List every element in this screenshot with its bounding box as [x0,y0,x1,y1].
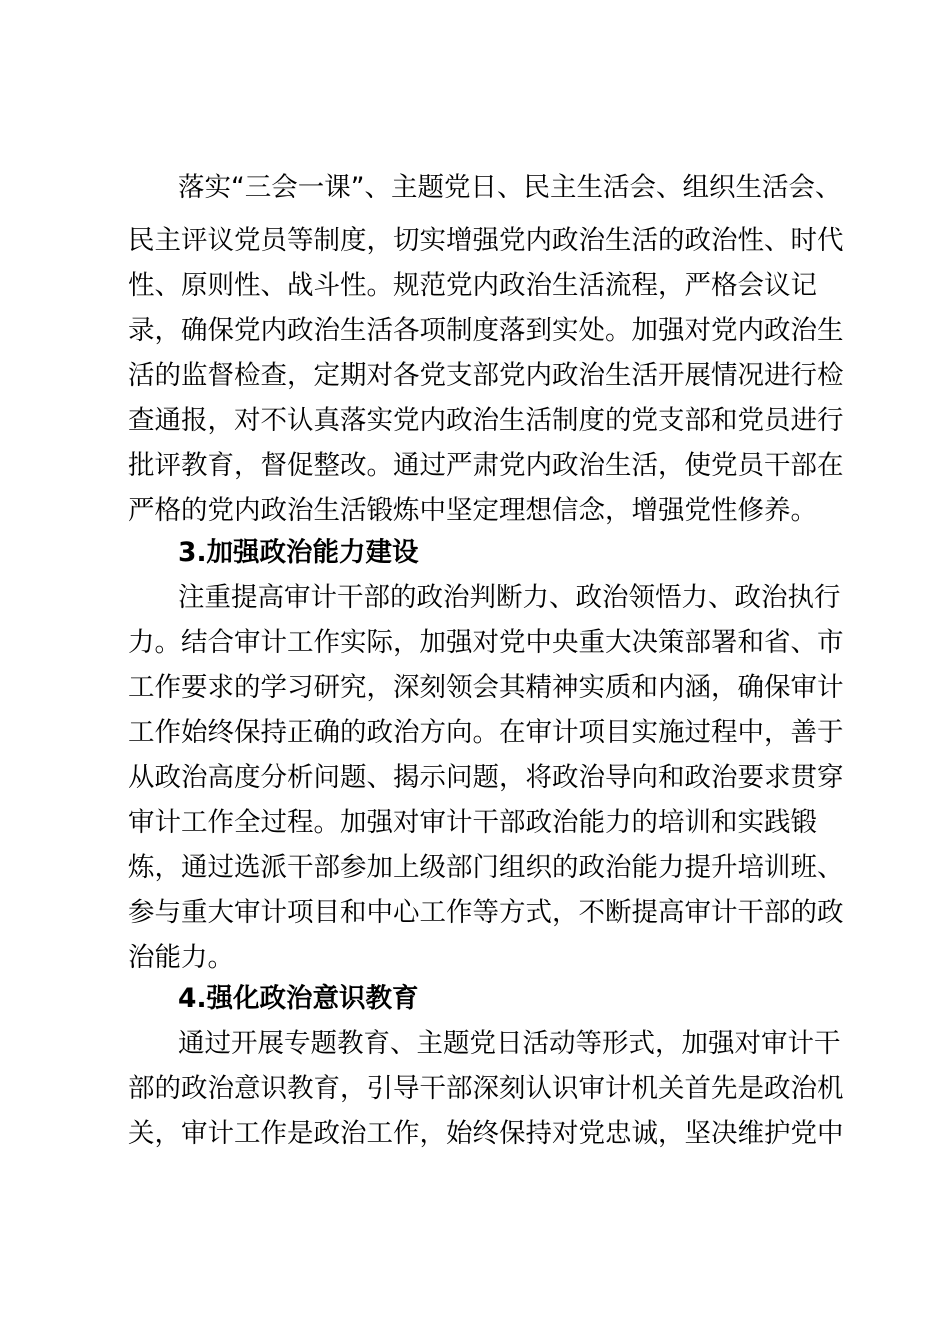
paragraph-2-line-1: 注重提高审计干部的政治判断力、政治领悟力、政治执行 [178,582,841,613]
paragraph-1-line-5: 活的监督检查，定期对各党支部党内政治生活开展情况进行检 [128,360,844,391]
section-heading-3: 3.加强政治能力建设 [178,537,419,568]
paragraph-1-line-3: 性、原则性、战斗性。规范党内政治生活流程，严格会议记 [128,270,817,301]
section-heading-4: 4.强化政治意识教育 [178,983,419,1014]
paragraph-3-line-2: 部的政治意识教育，引导干部深刻认识审计机关首先是政治机 [128,1073,844,1104]
paragraph-2-line-5: 从政治高度分析问题、揭示问题，将政治导向和政治要求贯穿 [128,762,844,793]
paragraph-1-line-8: 严格的党内政治生活锻炼中坚定理想信念，增强党性修养。 [128,495,817,526]
paragraph-2-line-9: 治能力。 [128,942,234,973]
paragraph-2-line-6: 审计工作全过程。加强对审计干部政治能力的培训和实践锻 [128,807,817,838]
paragraph-3-line-1: 通过开展专题教育、主题党日活动等形式，加强对审计干 [178,1028,841,1059]
paragraph-3-line-3: 关，审计工作是政治工作，始终保持对党忠诚，坚决维护党中 [128,1118,844,1149]
paragraph-1-line-7: 批评教育，督促整改。通过严肃党内政治生活，使党员干部在 [128,450,844,481]
paragraph-1-line-6: 查通报，对不认真落实党内政治生活制度的党支部和党员进行 [128,405,844,436]
paragraph-2-line-2: 力。结合审计工作实际，加强对党中央重大决策部署和省、市 [128,627,844,658]
paragraph-1-line-2: 民主评议党员等制度，切实增强党内政治生活的政治性、时代 [128,225,844,256]
paragraph-1-line-4: 录，确保党内政治生活各项制度落到实处。加强对党内政治生 [128,315,844,346]
paragraph-1-line-1: 落实“三会一课”、主题党日、民主生活会、组织生活会、 [178,172,842,203]
paragraph-2-line-3: 工作要求的学习研究，深刻领会其精神实质和内涵，确保审计 [128,672,844,703]
paragraph-2-line-7: 炼，通过选派干部参加上级部门组织的政治能力提升培训班、 [128,852,844,883]
paragraph-2-line-4: 工作始终保持正确的政治方向。在审计项目实施过程中，善于 [128,717,844,748]
paragraph-2-line-8: 参与重大审计项目和中心工作等方式，不断提高审计干部的政 [128,897,844,928]
